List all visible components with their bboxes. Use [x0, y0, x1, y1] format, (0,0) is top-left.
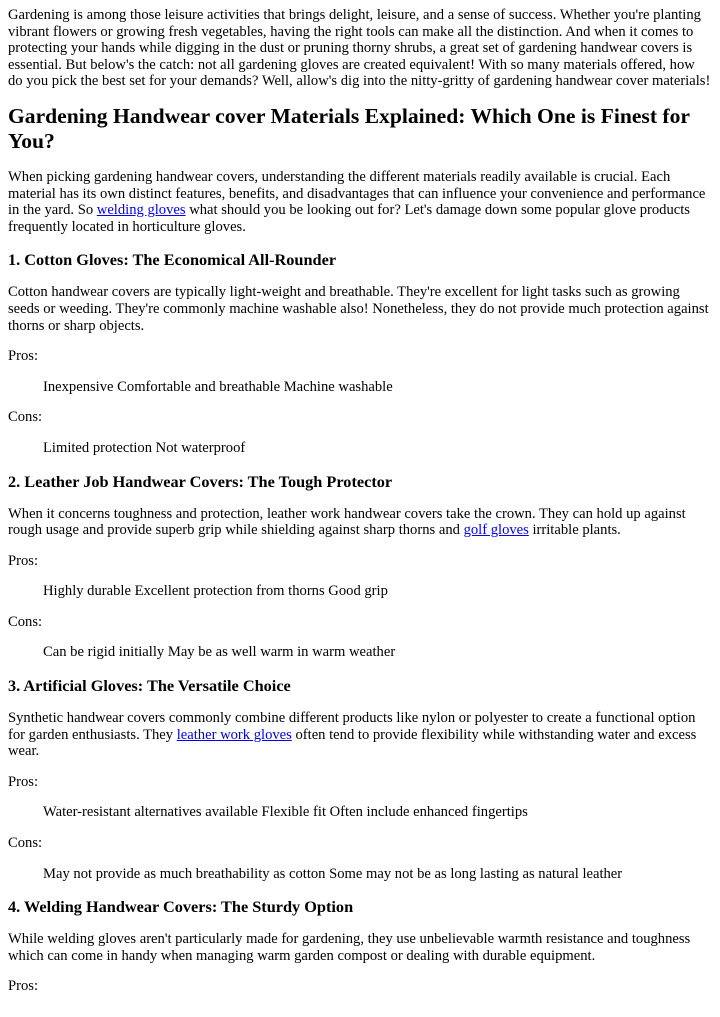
synthetic-pros-label: Pros:	[8, 773, 39, 790]
synthetic-body	[8, 710, 712, 760]
page-title: Gardening Handwear cover Materials Explained: Which One is Finest for You?	[8, 103, 690, 153]
leather-cons-label: Cons:	[8, 613, 43, 630]
cotton-heading: 1. Cotton Gloves: The Economical All-Rounder	[8, 250, 337, 270]
leather-work-gloves-link[interactable]: leather work gloves	[176, 726, 292, 743]
cotton-cons-list: Limited protection Not waterproof	[43, 439, 246, 456]
leather-pros-list: Highly durable Excellent protection from thorns Good grip	[43, 583, 388, 600]
synthetic-pros-list: Water-resistant alternatives available Flexible fit Often include enhanced fingertips	[43, 804, 528, 821]
overview-text-end: what should you be looking out for? Let's damage down some popular glove products frequently located in horticulture gloves.	[8, 202, 690, 235]
synthetic-heading: 3. Artificial Gloves: The Versatile Choice	[8, 676, 291, 696]
synthetic-body-end: often tend to provide flexibility while withstanding water and excess wear.	[8, 726, 697, 760]
overview-paragraph	[8, 169, 712, 235]
intro-paragraph: Gardening is among those leisure activities that brings delight, leisure, and a sense of success. Whether you're planting vibrant flowers or growing fresh vegetables, having the right tools can make all the distinction. And when it comes to protecting your hands while digging in the dust or pruning thorny shrubs, a great set of gardening handwear covers is essential. But below's the catch: not all gardening gloves are created equivalent! With so many materials offered, how do you pick the best set for your demands? Well, allow's dig into the nitty-gritty of gardening handwear cover materials!	[8, 7, 711, 90]
welding-heading: 4. Welding Handwear Covers: The Sturdy Option	[8, 897, 354, 917]
leather-body	[8, 506, 712, 539]
cotton-pros-list: Inexpensive Comfortable and breathable Machine washable	[43, 378, 393, 395]
leather-body-start: When it concerns toughness and protection, leather work handwear covers take the crown. They can hold up against rough usage and provide superb grip while shielding against sharp thorns and	[8, 505, 686, 539]
cotton-pros-label: Pros:	[8, 348, 39, 365]
leather-body-end: irritable plants.	[528, 522, 621, 539]
cotton-cons-label: Cons:	[8, 409, 43, 426]
leather-heading: 2. Leather Job Handwear Covers: The Tough Protector	[8, 471, 393, 491]
welding-pros-label: Pros:	[8, 978, 39, 995]
welding-gloves-link[interactable]: welding gloves	[96, 202, 186, 219]
synthetic-cons-label: Cons:	[8, 835, 43, 852]
leather-pros-label: Pros:	[8, 552, 39, 569]
leather-cons-list: Can be rigid initially May be as well warm in warm weather	[43, 644, 396, 661]
cotton-body: Cotton handwear covers are typically light-weight and breathable. They're excellent for light tasks such as growing seeds or weeding. They're commonly machine washable also! Nonetheless, they do not provide much protection against thorns or sharp objects.	[8, 284, 709, 334]
golf-gloves-link[interactable]: golf gloves	[463, 522, 529, 539]
overview-text-start: When picking gardening handwear covers, understanding the different materials readily available is crucial. Each material has its own distinct features, benefits, and disadvantages that can influence your convenience and performance in the yard. So	[8, 168, 706, 219]
synthetic-body-start: Synthetic handwear covers commonly combine different products like nylon or polyester to create a functional option for garden enthusiasts. They	[8, 710, 696, 743]
welding-body: While welding gloves aren't particularly made for gardening, they use unbelievable warmth resistance and toughness which can come in handy when managing warm garden compost or dealing with durable equipment.	[8, 931, 691, 964]
synthetic-cons-list: May not provide as much breathability as cotton Some may not be as long lasting as natural leather	[43, 865, 623, 882]
